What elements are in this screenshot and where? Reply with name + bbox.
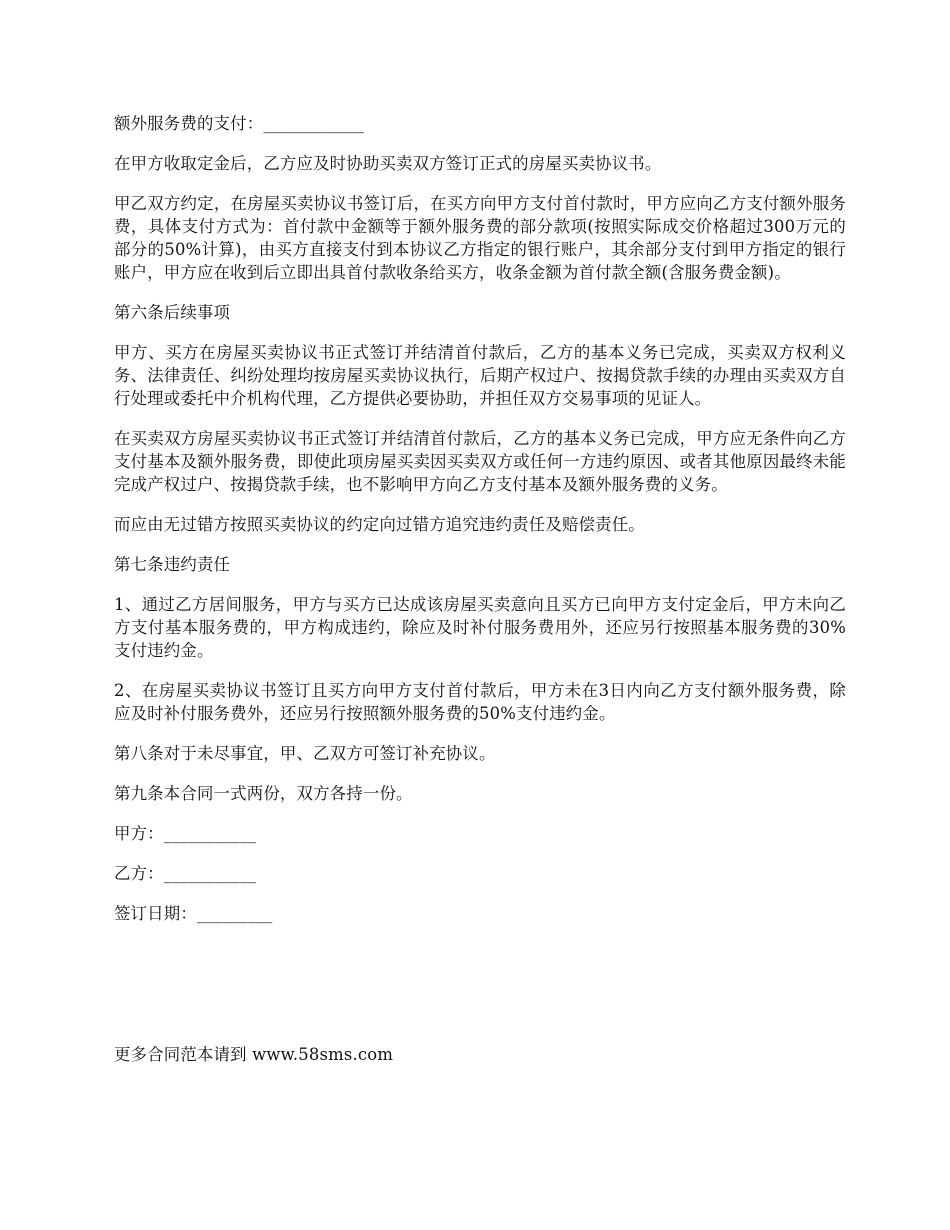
paragraph-deposit-assist: 在甲方收取定金后，乙方应及时协助买卖双方签订正式的房屋买卖协议书。 bbox=[114, 154, 662, 173]
paragraph-fault-liability: 而应由无过错方按照买卖协议的约定向过错方追究违约责任及赔偿责任。 bbox=[114, 515, 645, 534]
signature-party-b: 乙方：___________ bbox=[114, 864, 257, 883]
heading-article-6: 第六条后续事项 bbox=[114, 303, 231, 322]
signature-party-a: 甲方：___________ bbox=[114, 824, 257, 843]
document-body bbox=[114, 112, 846, 942]
paragraph-breach-1: 1、通过乙方居间服务，甲方与买方已达成该房屋买卖意向且买方已向甲方支付定金后，甲方未向乙方支付基本服务费的，甲方构成违约，除应及时补付服务费用外，还应另行按照基本服务费的30%支付违约金。 bbox=[114, 595, 846, 660]
paragraph-unconditional-payment: 在买卖双方房屋买卖协议书正式签订并结清首付款后，乙方的基本义务已完成，甲方应无条件向乙方支付基本及额外服务费，即使此项房屋买卖因买卖双方或任何一方违约原因、或者其他原因最终未能完成产权过户、按揭贷款手续，也不影响甲方向乙方支付基本及额外服务费的义务。 bbox=[114, 429, 846, 494]
heading-article-7: 第七条违约责任 bbox=[114, 555, 231, 574]
footer-link-text: 更多合同范本请到 www.58sms.com bbox=[114, 1045, 394, 1064]
paragraph-extra-fee-payment: 额外服务费的支付：____________ bbox=[114, 114, 365, 133]
paragraph-obligations-complete: 甲方、买方在房屋买卖协议书正式签订并结清首付款后，乙方的基本义务已完成，买卖双方权利义务、法律责任、纠纷处理均按房屋买卖协议执行，后期产权过户、按揭贷款手续的办理由买卖双方自行处理或委托中介机构代理，乙方提供必要协助，并担任双方交易事项的见证人。 bbox=[114, 343, 846, 408]
paragraph-breach-2: 2、在房屋买卖协议书签订且买方向甲方支付首付款后，甲方未在3日内向乙方支付额外服务费，除应及时补付服务费外，还应另行按照额外服务费的50%支付违约金。 bbox=[114, 681, 846, 723]
paragraph-payment-method: 甲乙双方约定，在房屋买卖协议书签订后，在买方向甲方支付首付款时，甲方应向乙方支付额外服务费，具体支付方式为：首付款中金额等于额外服务费的部分款项(按照实际成交价格超过300万元的部分的50%计算)，由买方直接支付到本协议乙方指定的银行账户，其余部分支付到甲方指定的银行账户，甲方应在收到后立即出具首付款收条给买方，收条金额为首付款全额(含服务费金额)。 bbox=[114, 194, 846, 282]
paragraph-article-9: 第九条本合同一式两份，双方各持一份。 bbox=[114, 784, 413, 803]
paragraph-article-8: 第八条对于未尽事宜，甲、乙双方可签订补充协议。 bbox=[114, 744, 496, 763]
signing-date: 签订日期：_________ bbox=[114, 904, 273, 923]
